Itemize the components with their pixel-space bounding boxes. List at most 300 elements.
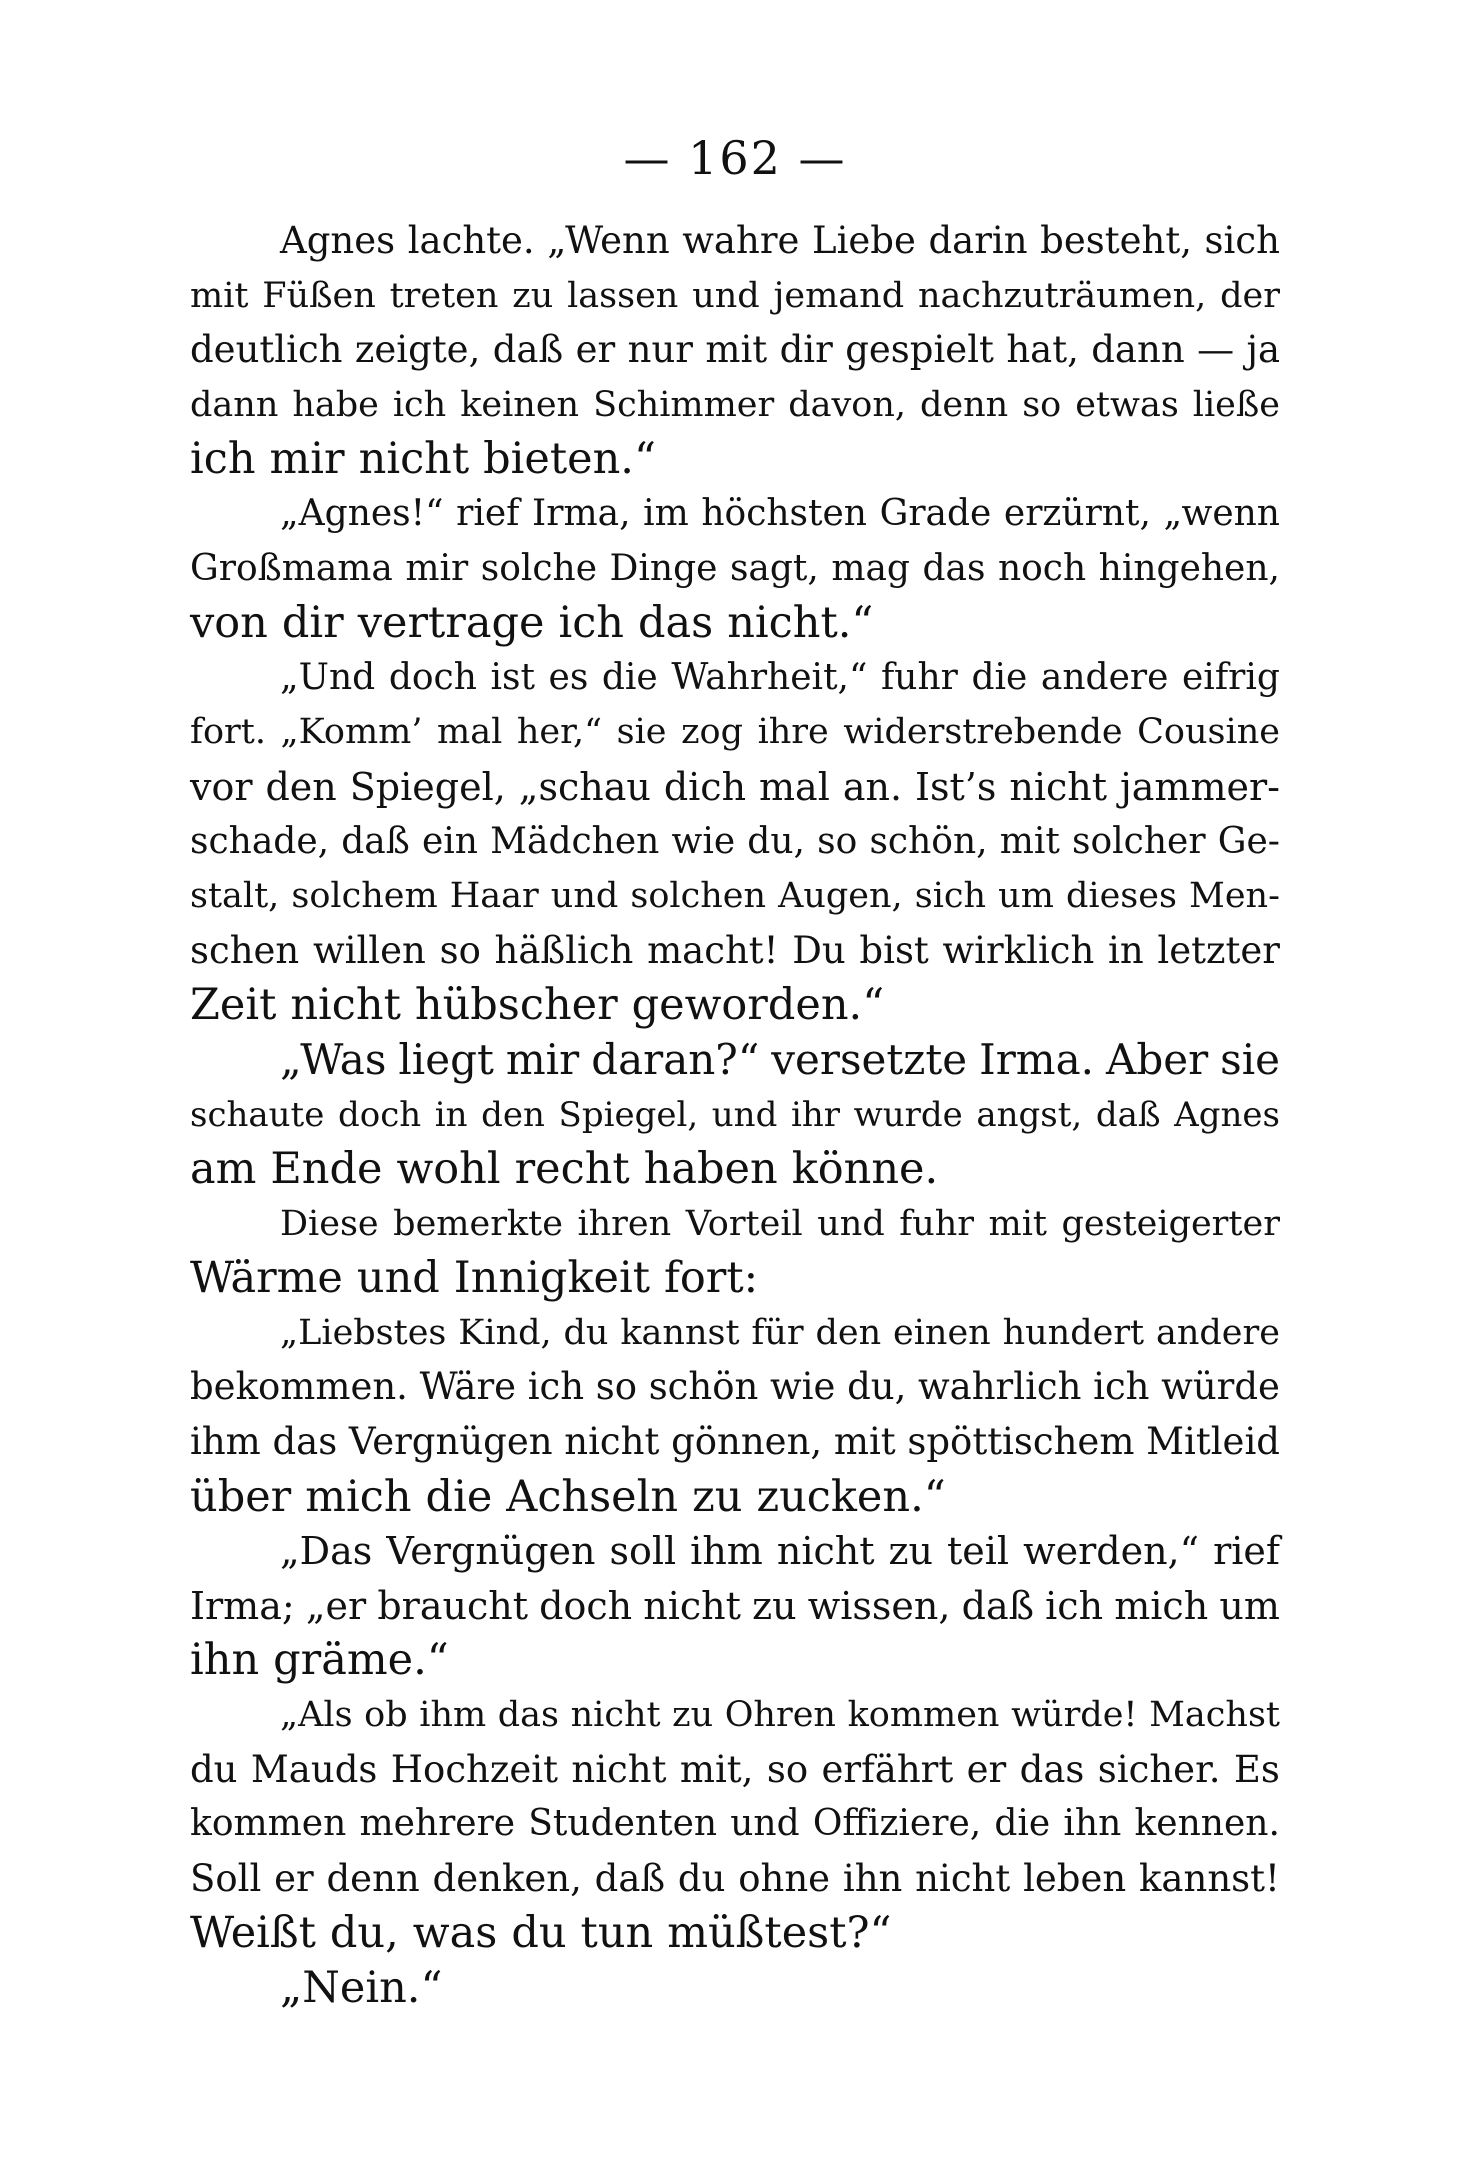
text-word: kommen [847,1695,1000,1736]
text-line [190,1633,1280,1688]
text-word: Ist’s [915,764,997,809]
text-word: Wäre [419,1365,517,1409]
text-word: ihm [419,1695,487,1736]
text-word: das [497,1695,560,1736]
text-word: hingehen, [1098,547,1280,589]
text-word: wissen, [807,1583,951,1628]
text-word: Men- [1189,876,1280,917]
text-word: zu [692,1471,743,1522]
text-line [190,1524,1280,1579]
text-line [190,1906,1280,1961]
text-word: treten [389,275,499,316]
text-line [190,1688,1280,1743]
text-word: schade, [190,820,330,862]
text-word: häßlich [494,928,634,972]
text-word: wurde [853,1094,963,1135]
text-line [190,432,1280,487]
text-word: gespielt [845,328,994,372]
text-word: vertrage [357,598,545,649]
text-word: Augen, [778,876,903,917]
text-word: du [563,1312,609,1353]
text-word: kannst! [1139,1856,1280,1900]
text-line [190,1088,1280,1143]
text-line [190,1360,1280,1415]
text-line [190,269,1280,324]
text-word: jemand [773,275,905,316]
text-word: liegt [398,1034,494,1084]
text-word: wahre [682,219,800,262]
text-word: „Und [280,656,376,698]
text-word: höchsten [701,492,867,534]
text-word: andere [1040,656,1169,698]
text-word: daß [594,1856,666,1900]
text-word: doch [337,1094,422,1135]
text-word: fuhr [899,1203,975,1244]
text-word: mit [999,820,1060,862]
text-word: Diese [280,1203,379,1244]
text-word: Ende [270,1144,383,1195]
text-word: du, [847,1365,907,1409]
text-word: „Als [280,1695,353,1736]
text-word: du, [329,1908,399,1959]
text-word: wirklich [942,928,1095,972]
text-word: ihr [790,1094,840,1135]
text-word: kennen. [1134,1803,1280,1845]
text-word: für [751,1312,804,1353]
text-word: so [1022,384,1062,425]
text-word: mit [988,1203,1047,1244]
text-word: um [1219,1583,1280,1628]
text-word: ihren [577,1203,672,1244]
text-word: und [356,1253,440,1304]
text-word: müßtest?“ [667,1908,892,1959]
text-line [190,1579,1280,1634]
text-line [190,1142,1280,1197]
text-word: vor [190,764,253,809]
text-word: solche [480,547,598,589]
text-word: ich [1045,1583,1104,1628]
text-line [190,1470,1280,1525]
text-line [190,1852,1280,1907]
text-line [190,1743,1280,1798]
text-word: „Agnes!“ [280,492,444,534]
text-word: er [274,1856,314,1900]
text-word: ob [364,1695,408,1736]
text-line [190,596,1280,651]
text-word: nur [627,328,693,372]
text-word: so [766,1747,809,1791]
text-word: was [412,1908,498,1959]
text-word: daran?“ [591,1034,760,1084]
text-word: nicht [564,1420,660,1464]
text-word: hundert [1002,1312,1145,1353]
text-word: lachte. [407,219,535,262]
text-word: solchem [291,876,438,917]
text-word: in [434,1094,468,1135]
text-word: Liebe [812,219,916,262]
text-word: das [272,1420,338,1464]
text-word: doch [388,656,477,698]
text-word: doch [539,1583,633,1628]
text-word: ihm [190,1420,261,1464]
text-line [190,760,1280,815]
text-word: Mitleid [1146,1420,1280,1464]
text-word: Es [1233,1747,1280,1791]
text-word: teil [947,1529,1010,1574]
text-word: Weißt [190,1908,316,1959]
text-word: denken, [432,1856,582,1900]
text-word: dann [190,384,279,425]
text-word: zu [672,1695,714,1736]
text-line [190,924,1280,979]
text-word: daß [1095,1094,1161,1135]
text-word: die [601,656,658,698]
text-line [190,487,1280,542]
text-word: mal [437,712,503,753]
text-word: zu [888,1529,933,1574]
text-word: du [677,1856,726,1900]
text-line [190,1961,1280,2016]
text-line [190,1251,1280,1306]
text-word: ihre [757,712,829,753]
text-word: leben [1023,1856,1127,1900]
text-word: dann [1091,328,1185,372]
text-word: denn [920,384,1009,425]
text-word: tun [580,1908,654,1959]
text-word: Hochzeit [390,1747,558,1791]
text-word: Ge- [1217,820,1280,862]
text-word: nachzuträumen, [917,275,1207,316]
text-word: erfährt [821,1747,954,1791]
text-word: nicht [571,1747,667,1791]
text-line [190,1306,1280,1361]
text-word: kommen [190,1803,347,1845]
text-line [190,1797,1280,1852]
page-text [190,214,1280,2016]
text-word: um [998,876,1054,917]
text-word: nicht [358,434,470,485]
text-word: Soll [190,1856,262,1900]
text-word: schön, [869,820,988,862]
text-word: daß [341,820,410,862]
text-word: Spiegel, [558,1094,699,1135]
text-word: so [439,928,481,972]
text-word: gönnen, [671,1420,823,1464]
text-word: darin [928,219,1028,262]
text-word: Wahrheit,“ [671,656,868,698]
text-word: — [1197,328,1235,372]
text-line [190,1197,1280,1252]
text-word: ließe [1192,384,1280,425]
text-word: deutlich [190,328,343,372]
text-word: Schimmer [593,384,775,425]
text-word: habe [292,384,379,425]
text-word: und [550,876,619,917]
text-word: mit [705,328,768,372]
text-word: Irma, [532,492,631,534]
text-word: und [817,1203,885,1244]
text-word: sie [1220,1034,1280,1084]
text-word: erzürnt, [1003,492,1151,534]
text-word: angst, [976,1094,1083,1135]
text-word: Offiziere, [812,1803,982,1845]
text-word: braucht [377,1583,528,1628]
text-word: solcher [1072,820,1206,862]
text-word: du [511,1908,567,1959]
text-word: schaute [190,1094,325,1135]
text-word: mag [831,547,910,589]
text-word: rief [456,492,520,534]
text-word: würde [1161,1365,1280,1409]
text-word: daß [961,1583,1034,1628]
text-word: Cousine [1137,712,1280,753]
text-word: gesteigerter [1061,1203,1280,1244]
text-word: zucken.“ [756,1471,946,1522]
text-word: gräme.“ [273,1635,449,1686]
page-number: — 162 — [623,131,847,185]
text-word: dir [281,598,344,649]
text-word: stalt, [190,876,280,917]
text-word: mich [1114,1583,1209,1628]
text-word: „Was [280,1034,387,1084]
text-word: ihn [190,1635,260,1686]
text-word: schen [190,928,300,972]
text-word: Füßen [262,275,376,316]
text-word: ihm [690,1529,763,1574]
text-word: widerstrebende [843,712,1123,753]
text-word: und [730,1803,800,1845]
text-word: nicht [570,1695,661,1736]
text-word: ihn [1063,1803,1122,1845]
text-word: mir [269,434,345,485]
text-word: jammer- [1119,764,1280,809]
text-word: er [966,1747,1007,1791]
text-word: mich [305,1471,412,1522]
text-word: geworden.“ [631,980,885,1031]
text-word: es [548,656,589,698]
text-line [190,815,1280,870]
text-word: ich [558,598,624,649]
text-word: Innigkeit [453,1253,650,1304]
text-word: mir [405,547,469,589]
text-line [190,869,1280,924]
text-word: „Komm’ [280,712,423,753]
text-word: recht [514,1144,630,1195]
text-word: im [643,492,689,534]
text-word: ja [1246,328,1280,372]
text-word: ohne [738,1856,831,1900]
text-word: Grade [879,492,992,534]
text-word: das [1019,1747,1085,1791]
text-line [190,323,1280,378]
text-word: ist [490,656,535,698]
text-line [190,1033,1280,1088]
text-word: nicht [290,980,401,1031]
text-word: Du [792,928,846,972]
text-word: soll [609,1529,677,1574]
text-word: die [994,1803,1051,1845]
text-word: zu [752,1583,797,1628]
text-word: wohl [396,1144,501,1195]
text-word: mehrere [359,1803,516,1845]
text-word: Kind, [458,1312,552,1353]
text-word: rief [1213,1529,1280,1574]
text-word: hat, [1006,328,1079,372]
text-word: an. [842,764,903,809]
text-word: ein [421,820,478,862]
text-word: Studenten [528,1803,718,1845]
text-word: fuhr [880,656,958,698]
text-word: schön [648,1365,759,1409]
text-word: und [692,275,760,316]
text-word: ich [392,384,447,425]
text-word: ich [1093,1365,1150,1409]
text-word: zu [512,275,554,316]
text-line [190,978,1280,1033]
text-word: macht! [647,928,779,972]
text-word: so [817,820,858,862]
text-word: den [265,764,337,809]
text-word: sagt, [729,547,819,589]
text-word: kannst [620,1312,740,1353]
text-word: fort: [663,1253,759,1304]
text-word: Achseln [506,1471,679,1522]
text-word: besteht, [1040,219,1192,262]
text-word: eifrig [1182,656,1280,698]
text-word: zog [681,712,743,753]
text-word: das [638,598,714,649]
text-word: könne. [791,1144,939,1195]
text-word: bekommen. [190,1365,408,1409]
text-word: in [1108,928,1144,972]
text-word: noch [997,547,1087,589]
text-word: andere [1155,1312,1280,1353]
text-word: den [481,1094,545,1135]
text-word: denn [326,1856,420,1900]
text-word: bemerkte [393,1203,563,1244]
text-line [190,378,1280,433]
text-word: Vergnügen [348,1420,553,1464]
text-word: Wärme [190,1253,343,1304]
text-word: mal [759,764,830,809]
text-word: spöttischem [907,1420,1135,1464]
text-word: daß [492,328,564,372]
text-word: dich [663,764,747,809]
text-word: Spiegel, [349,764,506,809]
text-word: so [595,1365,638,1409]
text-word: Mädchen [490,820,660,862]
text-word: mit [190,275,249,316]
text-word: nicht [915,1856,1011,1900]
text-word: keinen [460,384,580,425]
text-word: „er [305,1583,367,1628]
text-word: die [425,1471,493,1522]
text-word: „Liebstes [280,1312,447,1353]
text-line [190,705,1280,760]
text-word: her,“ [516,712,603,753]
text-word: willen [312,928,426,972]
text-word: Agnes [1174,1094,1280,1135]
text-word: sich [914,876,987,917]
text-word: zeigte, [354,328,481,372]
text-word: bieten.“ [483,434,656,485]
text-word: der [1220,275,1280,316]
text-word: ich [190,434,256,485]
text-word: nicht.“ [727,598,874,649]
text-word: nicht [643,1583,741,1628]
text-word: fort. [190,712,266,753]
text-word: über [190,1471,292,1522]
text-word: Irma; [190,1583,295,1628]
text-word: die [971,656,1028,698]
text-word: Irma. [979,1034,1094,1084]
text-word: „schau [518,764,651,809]
text-word: Dinge [609,547,718,589]
text-word: etwas [1075,384,1179,425]
text-word: würde! [1011,1695,1138,1736]
text-word: Mauds [250,1747,378,1791]
text-word: am [190,1144,257,1195]
text-word: sie [616,712,667,753]
text-word: Aber [1106,1034,1209,1084]
text-word: Zeit [190,980,277,1031]
text-word: von [190,598,268,649]
text-word: mit [833,1420,896,1464]
text-word: und [711,1094,778,1135]
text-word: Haar [449,876,539,917]
text-word: versetzte [771,1034,968,1084]
text-word: ich [527,1365,585,1409]
text-word: den [815,1312,882,1353]
text-word: „Wenn [547,219,670,262]
text-word: sich [1204,219,1280,262]
text-line [190,651,1280,706]
text-line [190,1415,1280,1470]
text-word: hübscher [414,980,618,1031]
text-word: dir [779,328,833,372]
text-word: Vorteil [685,1203,803,1244]
text-word: einen [893,1312,991,1353]
text-line [190,542,1280,597]
text-word: „Das [280,1529,373,1574]
text-word: dieses [1065,876,1177,917]
text-word: wie [671,820,736,862]
text-word: nicht [1009,764,1108,809]
text-word: er [575,328,616,372]
text-word: werden,“ [1023,1529,1200,1574]
text-word: ihn [842,1856,903,1900]
text-word: mit, [679,1747,754,1791]
text-word: „Nein.“ [280,1963,443,2013]
text-word: haben [643,1144,778,1195]
text-word: das [922,547,986,589]
text-word: Vergnügen [386,1529,596,1574]
text-word: wie [770,1365,836,1409]
text-word: „wenn [1163,492,1280,534]
text-word: Großmama [190,547,393,589]
text-word: Machst [1149,1695,1280,1736]
text-word: sicher. [1097,1747,1221,1791]
text-word: Agnes [280,219,396,262]
text-word: nicht [776,1529,875,1574]
text-word: Ohren [724,1695,836,1736]
text-word: wahrlich [918,1365,1082,1409]
text-word: letzter [1157,928,1280,972]
text-word: solchen [630,876,766,917]
text-word: davon, [788,384,907,425]
book-page [190,130,1280,2016]
text-word: lassen [567,275,679,316]
